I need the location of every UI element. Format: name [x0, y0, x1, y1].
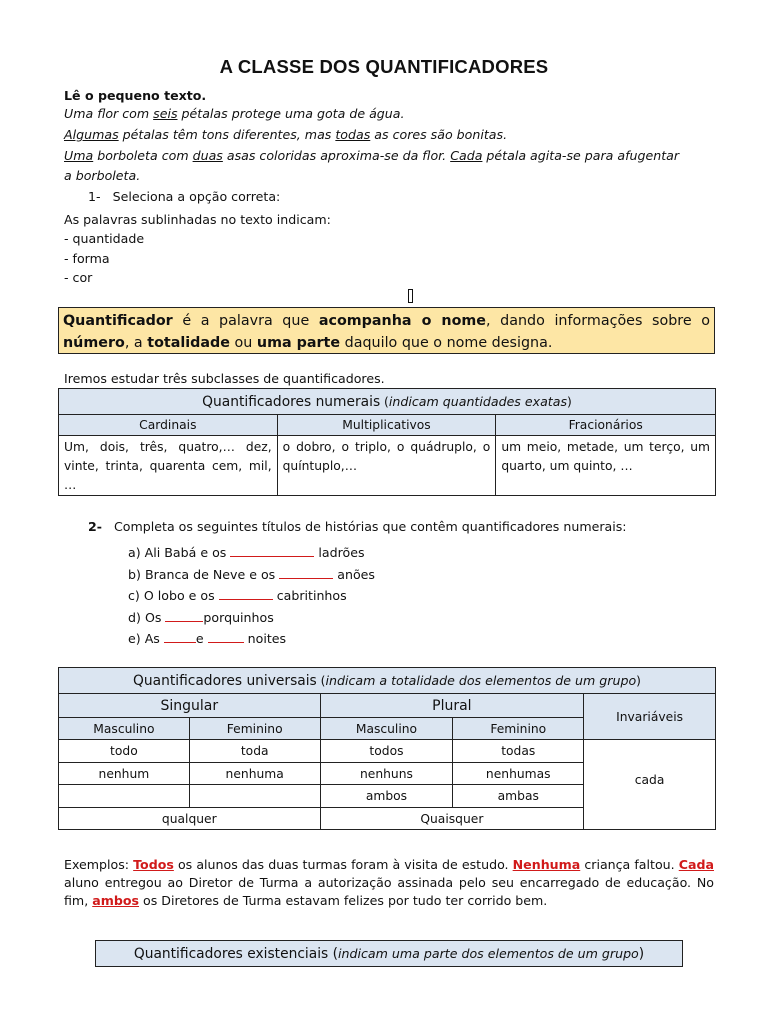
question-1-prompt: As palavras sublinhadas no texto indicam: — [64, 212, 331, 227]
option-forma[interactable]: - forma — [64, 250, 110, 266]
invariaveis-header: Invariáveis — [584, 694, 716, 740]
story-item-c: c) O lobo e os cabritinhos — [128, 588, 347, 603]
story-item-a: a) Ali Babá e os ladrões — [128, 545, 365, 560]
singular-header: Singular — [59, 694, 321, 718]
page-title: A CLASSE DOS QUANTIFICADORES — [219, 56, 549, 77]
story-item-e: e) As e noites — [128, 631, 287, 646]
table-cell: nenhuma — [189, 763, 320, 785]
cardinais-cell: Um, dois, três, quatro,… dez, vinte, trinta, quarenta cem, mil, … — [59, 436, 278, 496]
question-2 — [88, 517, 627, 537]
plural-feminino-header: Feminino — [453, 718, 584, 740]
question-1-number: 1- — [88, 189, 101, 204]
table-cell: todas — [453, 740, 584, 763]
singular-feminino-header: Feminino — [189, 718, 320, 740]
table-cell: todos — [320, 740, 453, 763]
existenciais-header-box: Quantificadores existenciais (indicam uma parte dos elementos de um grupo) — [95, 940, 683, 967]
intro-line-4: a borboleta. — [64, 168, 141, 183]
qualquer-cell: qualquer — [59, 808, 321, 830]
column-multiplicativos: Multiplicativos — [277, 415, 496, 436]
subclasses-intro: Iremos estudar três subclasses de quantificadores. — [64, 371, 385, 386]
plural-header: Plural — [320, 694, 584, 718]
question-2-text: Completa os seguintes títulos de histórias que contêm quantificadores numerais: — [114, 519, 627, 534]
numerais-title-cell: Quantificadores numerais (indicam quantidades exatas) — [59, 389, 716, 415]
table-cell: nenhuns — [320, 763, 453, 785]
option-cor[interactable]: - cor — [64, 269, 93, 285]
story-item-d: d) Os porquinhos — [128, 609, 274, 625]
blank-input-b[interactable] — [279, 566, 333, 579]
numerais-table — [58, 388, 716, 496]
column-cardinais: Cardinais — [59, 415, 278, 436]
examples-paragraph: Exemplos: Todos os alunos das duas turmas foram à visita de estudo. Nenhuma criança faltou. Cada aluno entregou ao Diretor de Turma a autorização assinada pelo seu encarregado de educação. No fim, ambos os Diretores de Turma estavam felizes por tudo ter corrido bem. — [64, 857, 714, 908]
multiplicativos-cell: o dobro, o triplo, o quádruplo, o quíntuplo,… — [277, 436, 496, 496]
table-cell — [189, 785, 320, 808]
table-cell: ambas — [453, 785, 584, 808]
intro-line-3: Uma borboleta com duas asas coloridas aproxima-se da flor. Cada pétala agita-se para afugentar — [64, 148, 680, 163]
singular-masculino-header: Masculino — [59, 718, 190, 740]
blank-input-e2[interactable] — [208, 630, 244, 643]
definition-box: Quantificador é a palavra que acompanha o nome, dando informações sobre o número, a totalidade ou uma parte daquilo que o nome designa. — [58, 307, 715, 354]
table-cell: toda — [189, 740, 320, 763]
question-2-number: 2- — [88, 519, 102, 534]
cada-cell: cada — [584, 740, 716, 830]
universais-title-cell: Quantificadores universais (indicam a totalidade dos elementos de um grupo) — [59, 668, 716, 694]
story-title-list — [128, 542, 375, 650]
text-cursor-marker — [408, 289, 413, 303]
plural-masculino-header: Masculino — [320, 718, 453, 740]
intro-line-1: Uma flor com seis pétalas protege uma gota de água. — [64, 106, 405, 121]
quaisquer-cell: Quaisquer — [320, 808, 584, 830]
question-1-block — [64, 210, 331, 287]
blank-input-d[interactable] — [165, 609, 203, 622]
blank-input-c[interactable] — [219, 587, 273, 600]
table-cell: todo — [59, 740, 190, 763]
blank-input-a[interactable] — [230, 544, 314, 557]
table-cell: ambos — [320, 785, 453, 808]
intro-line-2: Algumas pétalas têm tons diferentes, mas todas as cores são bonitas. — [64, 127, 508, 142]
intro-heading: Lê o pequeno texto. — [64, 88, 207, 103]
question-1 — [88, 187, 280, 207]
blank-input-e1[interactable] — [164, 630, 196, 643]
column-fracionarios: Fracionários — [496, 415, 716, 436]
table-cell — [59, 785, 190, 808]
option-quantidade[interactable]: - quantidade — [64, 231, 145, 247]
fracionarios-cell: um meio, metade, um terço, um quarto, um quinto, … — [496, 436, 716, 496]
table-cell: nenhum — [59, 763, 190, 785]
question-1-text: Seleciona a opção correta: — [112, 189, 281, 204]
universais-table — [58, 667, 716, 830]
table-cell: nenhumas — [453, 763, 584, 785]
story-item-b: b) Branca de Neve e os anões — [128, 566, 375, 582]
